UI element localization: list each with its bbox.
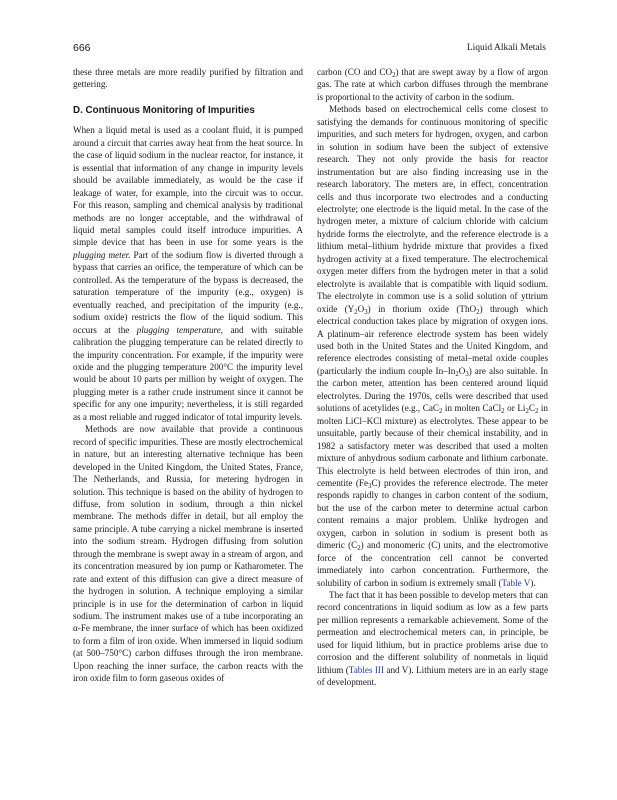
subscript: 2 (392, 72, 396, 79)
text-run: and V). Lithium meters are in an early stage of development. (317, 664, 548, 688)
subscript: 2 (438, 408, 443, 416)
paragraph-specific-impurities: Methods are now available that provide a continuous record of specific impurities. These are mostly electrochemical in nature, but an interesting alternative technique has been developed in the United Kingdom, the United States, France, The Netherlands, and Russia, for metering hydrogen in solution. This technique is based on the ability of hydrogen to diffuse, from solution in sodium, through a thin nickel membrane. The methods differ in detail, but all employ the same principle. A tube carrying a nickel membrane is inserted into the sodium stream. Hydrogen diffusing from solution through the membrane is swept away in a stream of argon, and its concentration measured by ion pump or Katharometer. The rate and extent of this diffusion can give a direct measure of the hydrogen in solution. A technique employing a similar principle is in use for the determination of carbon in liquid sodium. The instrument makes use of a tube incorporating an α-Fe membrane, the inner surface of which has been oxidized to form a film of iron oxide. When immersed in liquid sodium (at 500–750°C) carbon diffuses through the iron membrane. Upon reaching the inner surface, the carbon reacts with the iron oxide film to form gaseous oxides of (73, 424, 303, 684)
tables-iii-link[interactable]: Tables III (348, 664, 384, 675)
subscript: 2 (476, 308, 480, 316)
text-run: ) through which electrical conduction takes place by migration of oxygen ions. A platinum–air reference electrode system has been widely used both in the United States and the United Kingdom, and reference electrodes consisting of metal–metal oxide couples (particularly the indium couple In–In (317, 303, 548, 376)
text-run: ) and monomeric (C) units, and the electromotive force of the concentration cell cannot be converted immediately into carbon concentration. Furthermore, the solubility of carbon in sodium is extremely small ( (317, 540, 548, 588)
right-column (317, 66, 548, 689)
text-run: in molten LiCl–KCl mixture) as electrolytes. These appear to be unsuitable, partly because of their chemical instability, and in 1982 a satisfactory meter was described that used a molten mixture of anhydrous sodium carbonate and lithium carbonate. This electrolyte is held between electrodes of thin iron, and cementite (Fe (317, 403, 548, 488)
paragraph-opening: these three metals are more readily purified by filtration and gettering. (73, 67, 303, 90)
text-run: ) that are swept away by a flow of argon gas. The rate at which carbon diffuses through the membrane is proportional to the activity of carbon in the sodium. (317, 67, 548, 102)
text-run: O (357, 303, 365, 314)
text-run: C (528, 403, 535, 414)
text-run: Methods based on electrochemical cells come closest to satisfying the demands for continuous monitoring of specific impurities, and such meters for hydrogen, oxygen, and carbon in solution in sodium have been the subject of extensive research. They not only provide the basis for reactor instrumentation but are also finding increasing use in the research laboratory. The meters are, in effect, concentration cells and thus incorporate two electrodes and a conducting electrolyte; one electrode is the liquid metal. In the case of the hydrogen meter, a mixture of calcium chloride with calcium hydride forms the electrolyte, and the reference electrode is a lithium metal–lithium hydride mixture that provides a fixed hydrogen activity at a fixed temperature. The electrochemical oxygen meter differs from the hydrogen meter in that a solid electrolyte is available that is compatible with liquid sodium. The electrolyte in common use is a solid solution of yttrium oxide (Y (317, 104, 548, 314)
paragraph-carbon-continued (317, 66, 548, 103)
subscript: 2 (525, 408, 529, 416)
text-run: ) are also suitable. In the carbon meter, attention has been centered around liquid electrolytes. During the 1970s, cells were described that used solutions of acetylides (e.g., CaC (317, 365, 548, 414)
paragraph-achievement (317, 589, 548, 689)
text-run: C) provides the reference electrode. The meter responds rapidly to changes in carbon content of the sodium, but the use of the carbon meter to determine actual carbon content remains a major problem. Unlike hydrogen and oxygen, carbon in solution in sodium is present both as dimeric (C (317, 477, 548, 551)
subscript: 3 (368, 482, 372, 490)
paragraph-plugging-meter (73, 124, 303, 423)
subscript: 3 (465, 370, 469, 378)
term-plugging-meter: plugging meter. (73, 249, 131, 260)
text-run: carbon (CO and CO (317, 67, 393, 77)
subscript: 3 (364, 308, 368, 316)
text-run: or Li (504, 403, 526, 414)
table-v-link[interactable]: Table V (501, 577, 531, 588)
subscript: 2 (534, 408, 539, 416)
text-run: Part of the sodium flow is diverted through a bypass that carries an orifice, the temperature of which can be controlled. As the temperature of the bypass is decreased, the saturation temperature of the impurity (e.g., oxygen) is eventually reached, and precipitation of the impurity (e.g., sodium oxide) restricts the flow of the liquid sodium. This occurs at the (73, 249, 303, 335)
subscript: 2 (501, 408, 505, 416)
section-heading: D. Continuous Monitoring of Impurities (73, 104, 255, 116)
text-run: The fact that it has been possible to develop meters that can record concentrations in liquid sodium as low as a few parts per million represents a remarkable achievement. Some of the permeation and electrochemical meters can, in principle, be used for liquid lithium, but in practice problems arise due to corrosion and the different solubility of nonmetals in liquid lithium ( (317, 590, 548, 675)
text-run: When a liquid metal is used as a coolant fluid, it is pumped around a circuit that carries away heat from the heat source. In the case of liquid sodium in the nuclear reactor, for instance, it is essential that information of any change in impurity levels should be available immediately, as would be the case if leakage of water, for example, into the circuit was to occur. For this reason, sampling and chemical analysis by traditional methods are no longer acceptable, and the withdrawal of liquid metal samples could itself introduce impurities. A simple device that has been in use for some years is the (73, 125, 303, 248)
term-plugging-temperature: plugging temperature, (136, 324, 224, 335)
text-run: ). (530, 577, 536, 588)
running-title: Liquid Alkali Metals (466, 43, 546, 53)
subscript: 2 (354, 308, 358, 316)
text-run: ) in thorium oxide (ThO (367, 303, 477, 314)
subscript: 2 (455, 370, 459, 378)
text-run: and with suitable calibration the plugging temperature can be related directly to the impurity concentration. For example, if the impurity were oxide and the plugging temperature 200°C the impurity level would be about 10 parts per million by weight of oxygen. The plugging meter is a rather crude instrument since it cannot be specific for any one impurity; nevertheless, it is still regarded as a most reliable and rugged indicator of total impurity levels. (73, 324, 303, 422)
text-run: O (458, 365, 466, 376)
paragraph-electrochemical-cells (317, 103, 548, 589)
subscript: 2 (357, 545, 361, 553)
left-column (73, 66, 303, 685)
text-run: in molten CaCl (442, 403, 502, 414)
page-number: 666 (73, 42, 91, 54)
